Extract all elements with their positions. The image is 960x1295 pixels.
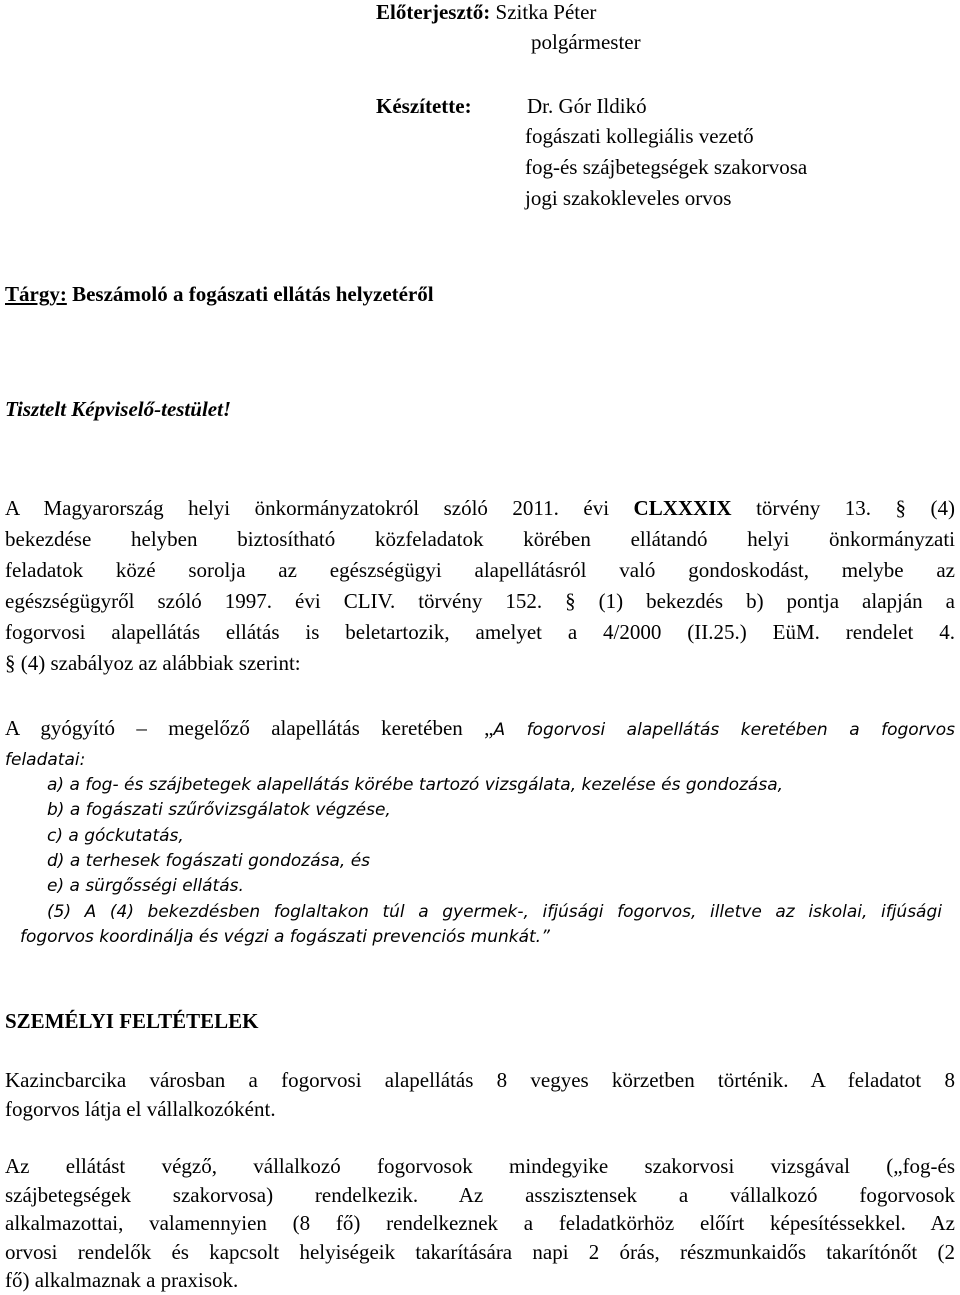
intro-line-1a: A Magyarország helyi önkormányzatokról szóló 2011. évi [5, 496, 634, 520]
intro-roman-numeral: CLXXXIX [633, 496, 732, 520]
quote-line-1 [5, 716, 955, 741]
section-p2-line-3: alkalmazottai, valamennyien (8 fő) rendelkeznek a feladatkörhöz előírt képesítéssekkel. Az [5, 1211, 955, 1235]
intro-line-4: egészségügyről szóló 1997. évi CLIV. törvény 152. § (1) bekezdés b) pontja alapján a [5, 589, 955, 613]
quote-para-5-line-1: (5) A (4) bekezdésben foglaltakon túl a gyermek-, ifjúsági fogorvos, illetve az iskolai, ifjúsági [47, 902, 942, 922]
prepared-name: Dr. Gór Ildikó [527, 94, 647, 118]
quote-text-2: feladatai: [5, 750, 86, 770]
intro-line-1 [5, 496, 955, 521]
prepared-label: Készítette: [376, 94, 472, 118]
intro-line-3: feladatok közé sorolja az egészségügyi alapellátásról való gondoskodást, melybe az [5, 558, 955, 582]
intro-line-5: fogorvosi alapellátás ellátás is beletartozik, amelyet a 4/2000 (II.25.) EüM. rendelet 4. [5, 620, 955, 644]
presenter-role: polgármester [531, 30, 641, 54]
section-p2-line-4: orvosi rendelők és kapcsolt helyiségeik takarítására napi 2 órás, részmunkaidős takarítónőt (2 [5, 1240, 955, 1264]
prepared-title-1: fogászati kollegiális vezető [525, 124, 754, 148]
quote-item-a: a) a fog- és szájbetegek alapellátás körébe tartozó vizsgálata, kezelése és gondozása, [47, 775, 784, 795]
subject-text: Beszámoló a fogászati ellátás helyzetéről [72, 282, 434, 306]
intro-line-2: bekezdése helyben biztosítható közfeladatok körében ellátandó helyi önkormányzati [5, 527, 955, 551]
subject-line [5, 282, 434, 307]
quote-item-c: c) a góckutatás, [47, 826, 184, 846]
salutation: Tisztelt Képviselő-testület! [5, 397, 232, 421]
prepared-title-3: jogi szakokleveles orvos [525, 186, 732, 210]
intro-line-6: § (4) szabályoz az alábbiak szerint: [5, 651, 301, 675]
subject-label: Tárgy: [5, 282, 67, 306]
intro-line-1c: törvény 13. [731, 496, 871, 520]
section-p1-line-1: Kazincbarcika városban a fogorvosi alapellátás 8 vegyes körzetben történik. A feladatot 8 [5, 1068, 955, 1092]
prepared-title-2: fog-és szájbetegségek szakorvosa [525, 155, 808, 179]
section-heading: SZEMÉLYI FELTÉTELEK [5, 1009, 259, 1033]
quote-text-1: A fogorvosi alapellátás keretében a fogorvos [493, 720, 955, 740]
quote-item-d: d) a terhesek fogászati gondozása, és [47, 851, 371, 871]
section-p2-line-2: szájbetegségek szakorvosa) rendelkezik. Az asszisztensek a vállalkozó fogorvosok [5, 1183, 955, 1207]
quote-item-e: e) a sürgősségi ellátás. [47, 876, 244, 896]
quote-item-b: b) a fogászati szűrővizsgálatok végzése, [47, 800, 391, 820]
quote-lead: A gyógyító – megelőző alapellátás keretében „ [5, 716, 494, 740]
presenter-line [376, 0, 596, 25]
section-p2-line-1: Az ellátást végző, vállalkozó fogorvosok mindegyike szakorvosi vizsgával („fog-és [5, 1154, 955, 1178]
section-p1-line-2: fogorvos látja el vállalkozóként. [5, 1097, 276, 1121]
intro-line-1d: § (4) [895, 496, 955, 520]
presenter-name: Szitka Péter [495, 0, 597, 24]
section-p2-line-5: fő) alkalmaznak a praxisok. [5, 1268, 239, 1292]
presenter-label: Előterjesztő: [376, 0, 491, 24]
quote-para-5-line-2: fogorvos koordinálja és végzi a fogászati prevenciós munkát.” [20, 927, 550, 947]
